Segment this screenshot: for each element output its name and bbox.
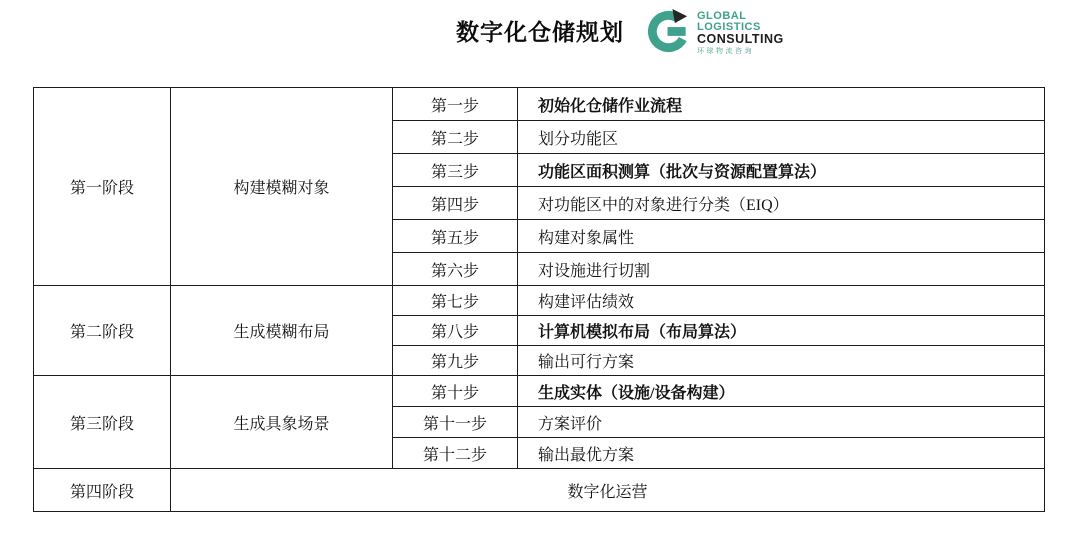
logo-g-icon	[645, 7, 692, 54]
phase-activity-cell: 生成模糊布局	[171, 286, 393, 376]
step-label-cell: 第十步	[393, 376, 518, 407]
step-desc-cell: 划分功能区	[518, 121, 1045, 154]
header	[0, 0, 1080, 70]
final-activity-cell: 数字化运营	[171, 469, 1045, 512]
phase-name-cell: 第三阶段	[34, 376, 171, 469]
step-desc-cell: 计算机模拟布局（布局算法）	[518, 316, 1045, 346]
step-label-cell: 第九步	[393, 346, 518, 376]
logo-line-3: CONSULTING	[697, 32, 784, 47]
step-label-cell: 第二步	[393, 121, 518, 154]
step-desc-cell: 输出最优方案	[518, 438, 1045, 469]
step-desc-cell: 对功能区中的对象进行分类（EIQ）	[518, 187, 1045, 220]
logo-line-2: LOGISTICS	[697, 21, 761, 34]
step-desc-cell: 构建评估绩效	[518, 286, 1045, 316]
table-row	[34, 376, 1045, 407]
step-label-cell: 第五步	[393, 220, 518, 253]
phase-activity-cell: 构建模糊对象	[171, 88, 393, 286]
step-desc-cell: 方案评价	[518, 407, 1045, 438]
step-label-cell: 第十一步	[393, 407, 518, 438]
phase-activity-cell: 生成具象场景	[171, 376, 393, 469]
table-row-final-phase	[34, 469, 1045, 512]
phase-name-cell: 第一阶段	[34, 88, 171, 286]
planning-table-body	[34, 88, 1045, 512]
step-label-cell: 第八步	[393, 316, 518, 346]
step-label-cell: 第三步	[393, 154, 518, 187]
logo-line-1: GLOBAL	[697, 10, 747, 22]
step-label-cell: 第四步	[393, 187, 518, 220]
step-desc-cell: 功能区面积测算（批次与资源配置算法）	[518, 154, 1045, 187]
step-label-cell: 第一步	[393, 88, 518, 121]
phase-name-cell: 第二阶段	[34, 286, 171, 376]
step-desc-cell: 对设施进行切割	[518, 253, 1045, 286]
step-desc-cell: 输出可行方案	[518, 346, 1045, 376]
step-desc-cell: 构建对象属性	[518, 220, 1045, 253]
step-label-cell: 第六步	[393, 253, 518, 286]
step-desc-cell: 生成实体（设施/设备构建）	[518, 376, 1045, 407]
table-row	[34, 88, 1045, 121]
logo	[645, 7, 784, 55]
warehouse-planning-table	[33, 87, 1045, 512]
table-row	[34, 286, 1045, 316]
logo-text	[697, 7, 784, 55]
step-label-cell: 第七步	[393, 286, 518, 316]
step-label-cell: 第十二步	[393, 438, 518, 469]
page-title: 数字化仓储规划	[456, 19, 624, 45]
logo-subtext: 环球物流咨询	[697, 48, 754, 56]
step-desc-cell: 初始化仓储作业流程	[518, 88, 1045, 121]
phase-name-cell: 第四阶段	[34, 469, 171, 512]
